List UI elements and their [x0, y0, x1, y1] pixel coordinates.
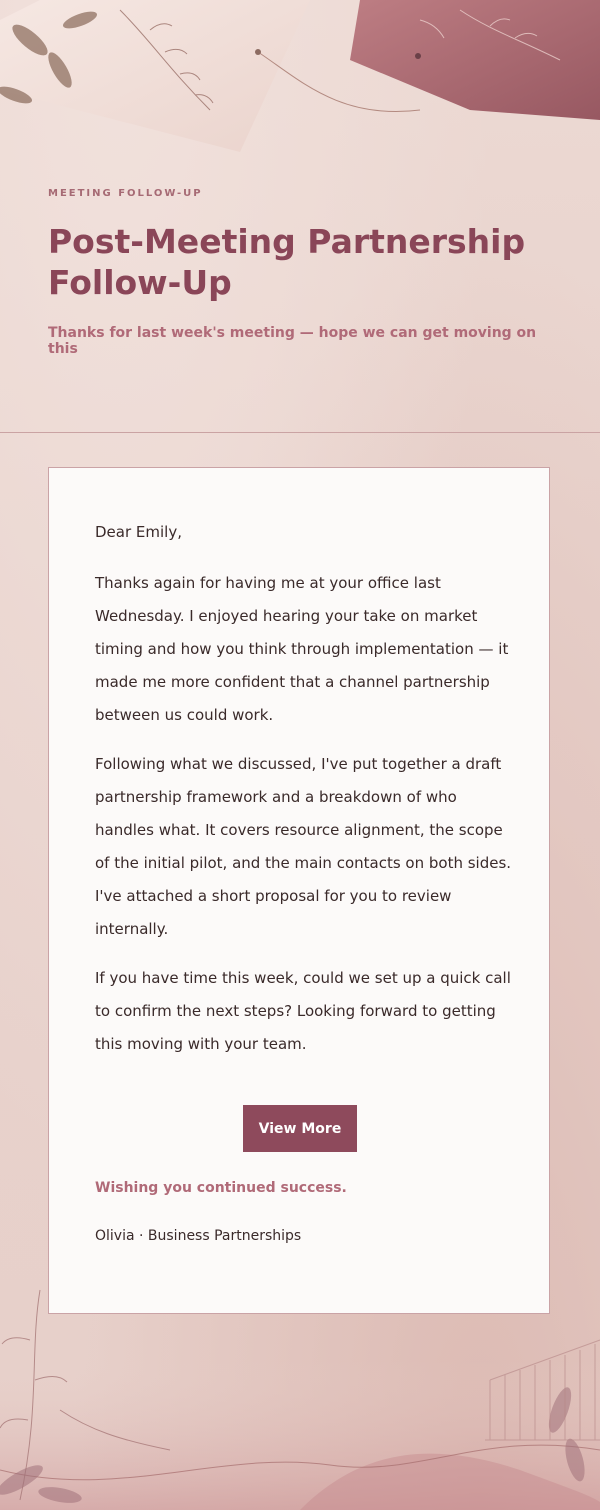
page-title: Post-Meeting Partnership Follow-Up — [48, 222, 526, 302]
footer-floral-illustration — [0, 1280, 600, 1510]
view-more-button[interactable]: View More — [243, 1105, 357, 1152]
letter-paragraph: Thanks again for having me at your office last Wednesday. I enjoyed hearing your take on market timing and how you think through implementation — it made me more confident that a channel partnership between us could work. — [95, 574, 509, 724]
page-subtitle: Thanks for last week's meeting — hope we can get moving on this — [48, 325, 537, 357]
email-header — [48, 188, 568, 357]
eyebrow-label: MEETING FOLLOW-UP — [48, 188, 203, 199]
header-floral-illustration — [0, 0, 600, 170]
letter-card — [48, 467, 550, 1314]
header-divider — [0, 432, 600, 433]
letter-paragraph: Following what we discussed, I've put together a draft partnership framework and a breakdown of who handles what. It covers resource alignment, the scope of the initial pilot, and the main contacts on both sides. I've attached a short proposal for you to review internally. — [95, 755, 512, 938]
letter-greeting: Dear Emily, — [95, 523, 182, 541]
letter-signature: Olivia · Business Partnerships — [95, 1228, 302, 1244]
letter-signoff: Wishing you continued success. — [95, 1180, 347, 1196]
letter-paragraph: If you have time this week, could we set up a quick call to confirm the next steps? Looking forward to getting this moving with your team. — [95, 969, 511, 1053]
letter-body — [95, 516, 513, 1077]
